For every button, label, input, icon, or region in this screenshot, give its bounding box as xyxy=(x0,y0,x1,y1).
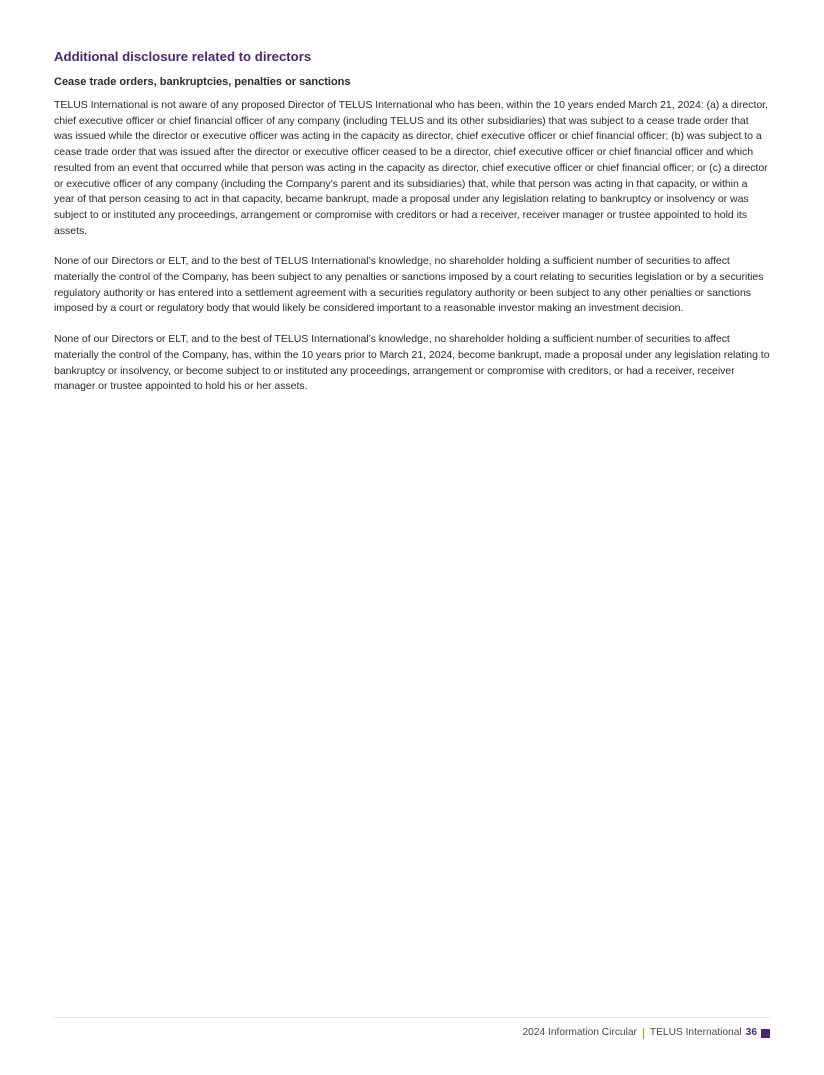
page-footer xyxy=(523,1026,770,1040)
paragraph-bankruptcy: None of our Directors or ELT, and to the best of TELUS International’s knowledge, no shareholder holding a sufficient number of securities to affect materially the control of the Company, has, within the 10 years prior to March 21, 2024, become bankrupt, made a proposal under any legislation relating to bankruptcy or insolvency, or become subject to or instituted any proceedings, arrangement or compromise with creditors, or had a receiver, receiver manager or trustee appointed to hold his or her assets. xyxy=(54,333,770,393)
footer-divider xyxy=(54,1017,770,1018)
footer-separator xyxy=(643,1028,644,1039)
section-title: Additional disclosure related to directors xyxy=(54,49,312,64)
paragraph-penalties: None of our Directors or ELT, and to the best of TELUS International’s knowledge, no shareholder holding a sufficient number of securities to affect materially the control of the Company, has been subject to any penalties or sanctions imposed by a court relating to securities legislation or by a securities regulatory authority or has entered into a settlement agreement with a securities regulatory authority or been subject to any other penalties or sanctions imposed by a court or regulatory body that would likely be considered important to a reasonable investor making an investment decision. xyxy=(54,255,764,315)
paragraph-cease-trade: TELUS International is not aware of any proposed Director of TELUS International who has been, within the 10 years ended March 21, 2024: (a) a director, chief executive officer or chief financial officer of any company (including TELUS and its other subsidiaries) that was subject to a cease trade order that was issued while the director or executive officer was acting in the capacity as director, chief executive officer or chief financial officer; (b) was subject to a cease trade order that was issued after the director or executive officer ceased to be a director, chief executive officer or chief financial officer and which resulted from an event that occurred while that person was acting in the capacity as director, chief executive officer or chief financial officer; or (c) a director or executive officer of any company (including the Company’s parent and its subsidiaries) that, while that person was acting in that capacity, or within a year of that person ceasing to act in that capacity, became bankrupt, made a proposal under any legislation relating to bankruptcy or insolvency or was subject to or instituted any proceedings, arrangement or compromise with creditors or had a receiver, receiver manager or trustee appointed to hold its assets. xyxy=(54,99,768,237)
subsection-title: Cease trade orders, bankruptcies, penalties or sanctions xyxy=(54,76,351,88)
page-number: 36 xyxy=(745,1027,757,1038)
page-content xyxy=(54,48,770,410)
brand-square-icon xyxy=(761,1029,770,1038)
footer-company-name: TELUS International xyxy=(649,1027,742,1038)
footer-document-title: 2024 Information Circular xyxy=(522,1027,637,1038)
